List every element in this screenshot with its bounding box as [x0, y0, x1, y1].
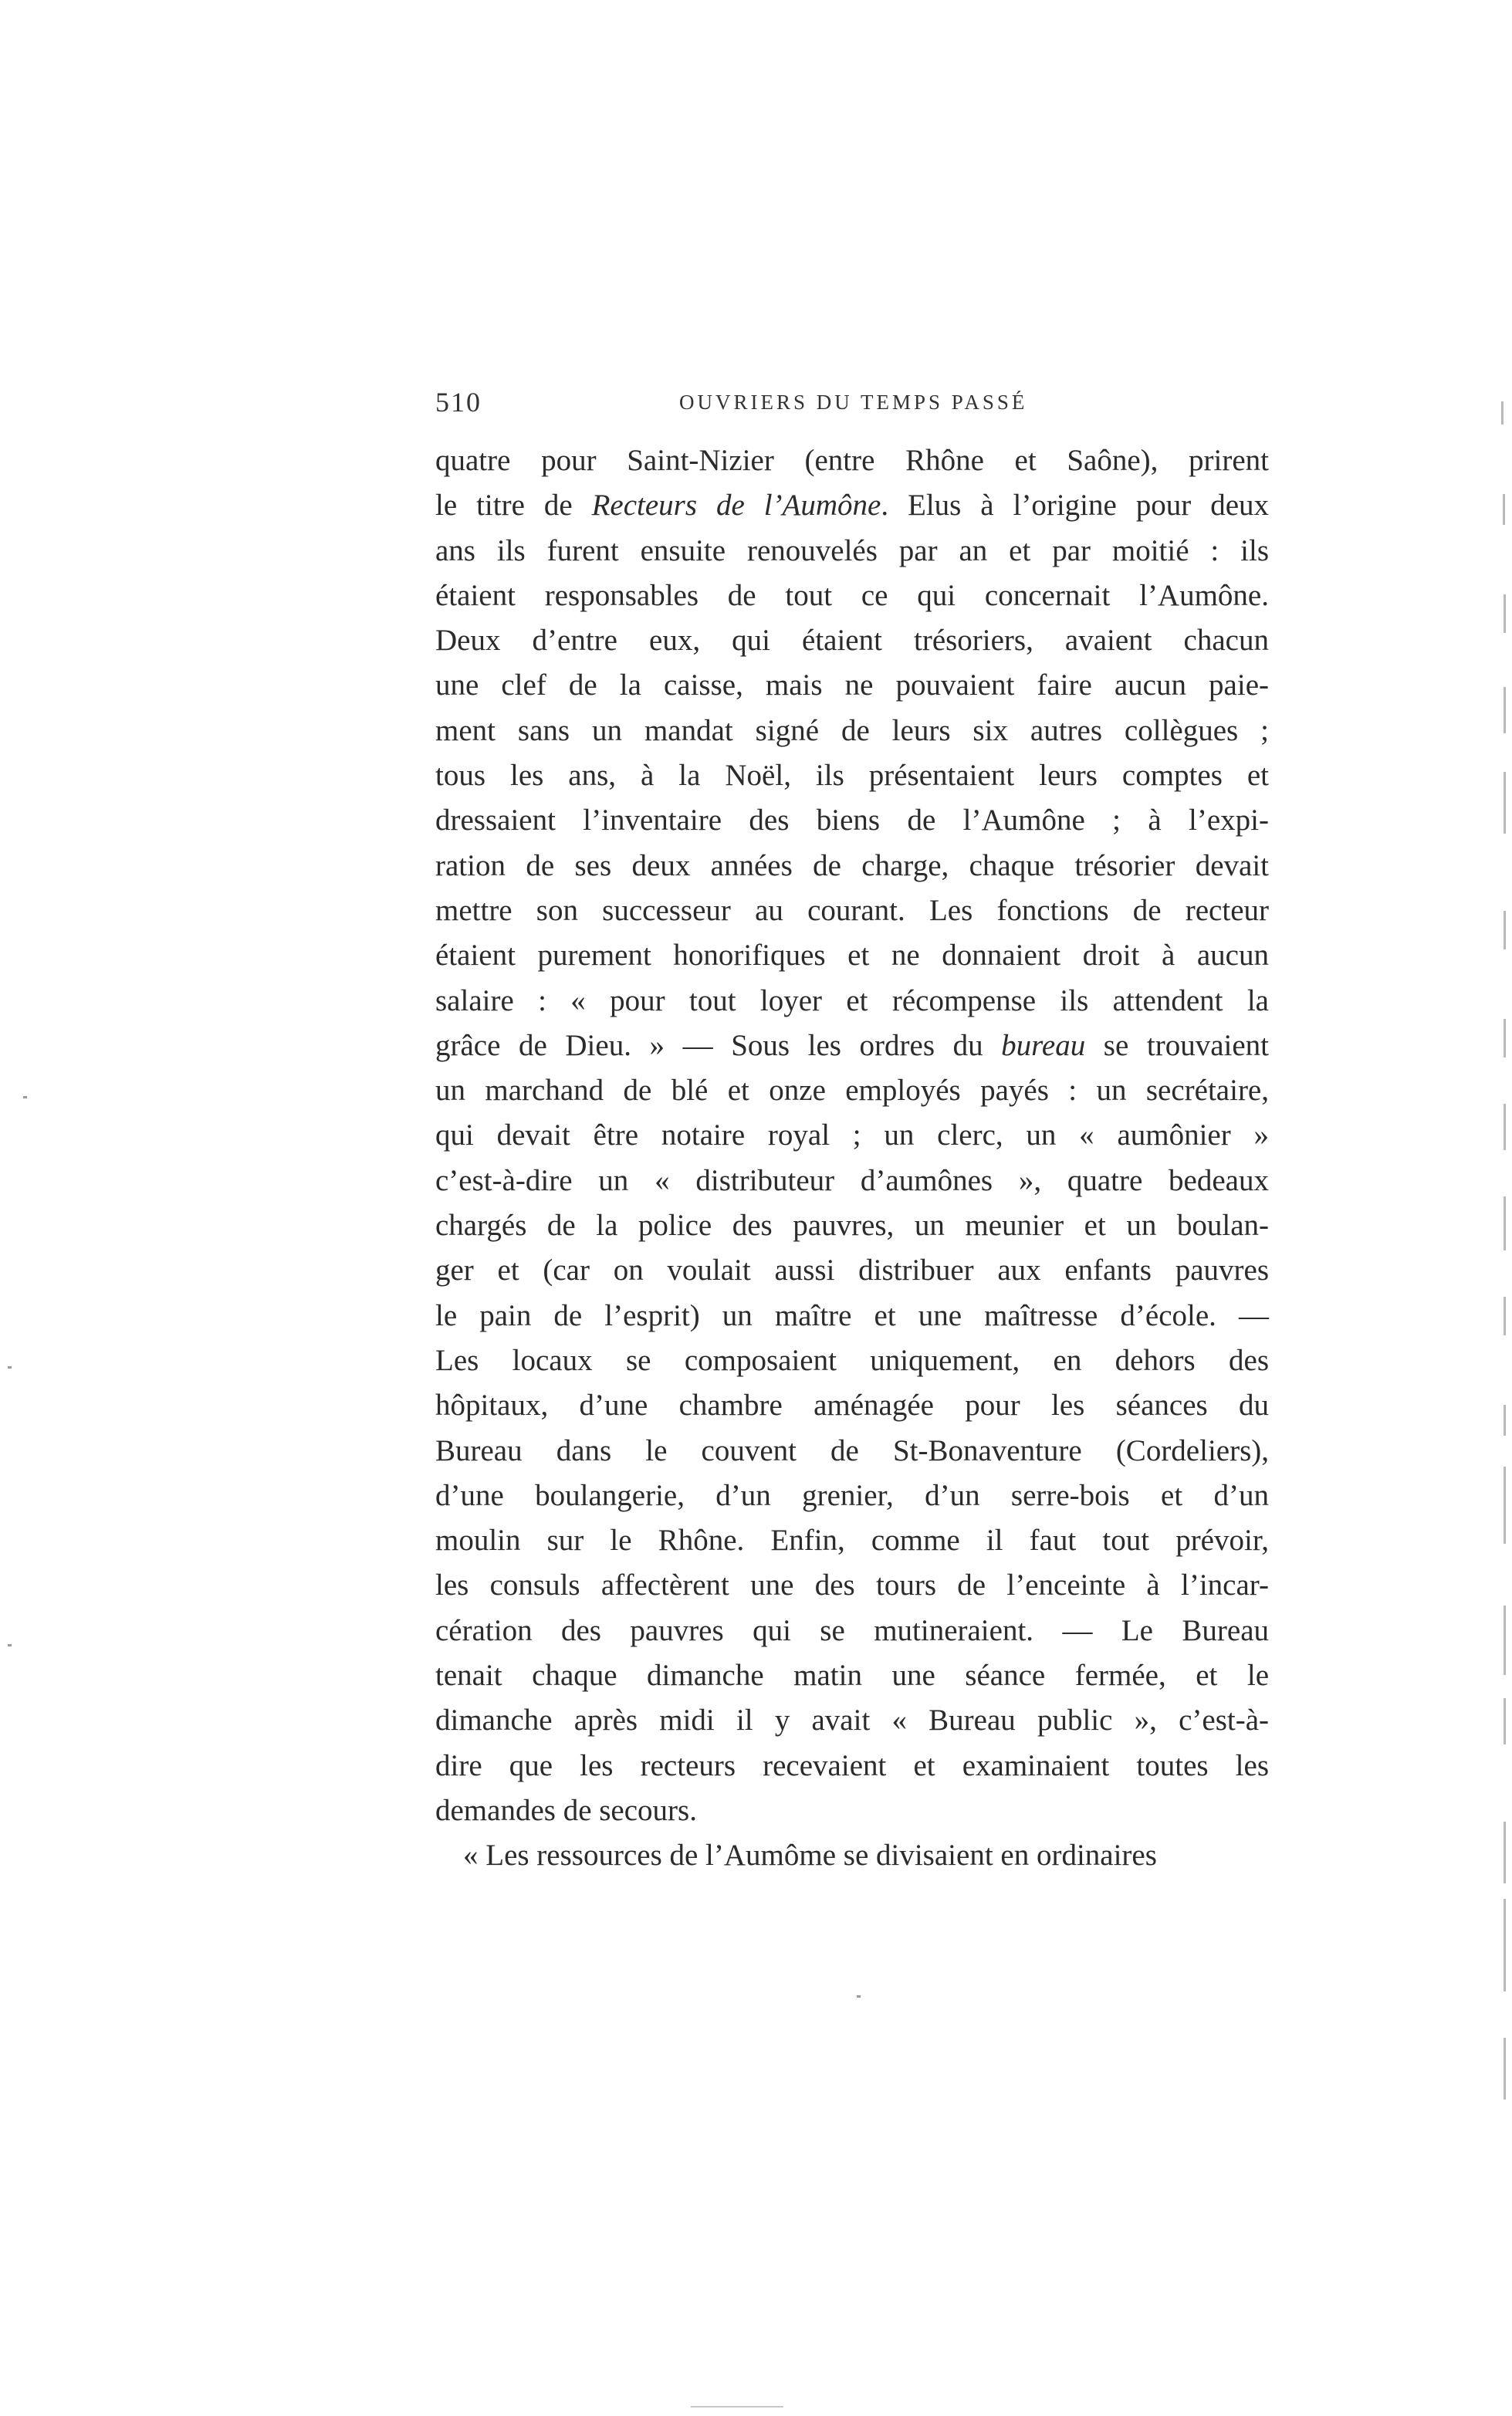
text-line: dressaient l’inventaire des biens de l’Aumône ; à l’expi- — [435, 804, 1269, 837]
text-line: Les locaux se composaient uniquement, en dehors des — [435, 1343, 1269, 1377]
text-line: c’est-à-dire un « distributeur d’aumônes », quatre bedeaux — [435, 1163, 1269, 1197]
text-line: quatre pour Saint-Nizier (entre Rhône et Saône), prirent — [435, 444, 1269, 477]
scan-artifact — [1504, 1606, 1506, 1675]
scan-artifact — [1504, 1196, 1506, 1250]
text-line-end: se trouvaient — [1085, 1028, 1269, 1062]
text-line-start: le titre de — [435, 489, 592, 523]
running-head — [435, 386, 1269, 425]
text-line — [435, 1024, 1269, 1068]
text-line: un marchand de blé et onze employés payés : un secrétaire, — [435, 1074, 1269, 1108]
text-line: Deux d’entre eux, qui étaient trésoriers, avaient chacun — [435, 624, 1269, 658]
text-line: ment sans un mandat signé de leurs six autres collègues ; — [435, 713, 1269, 747]
scan-artifact — [1504, 1899, 1506, 1991]
scan-artifact — [1504, 1822, 1506, 1883]
text-line: ration de ses deux années de charge, chaque trésorier devait — [435, 848, 1269, 882]
scan-artifact — [1504, 1405, 1506, 1436]
text-line: chargés de la police des pauvres, un meunier et un boulan- — [435, 1209, 1269, 1243]
scan-artifact — [1504, 911, 1506, 949]
scan-artifact — [1504, 687, 1506, 733]
body-text — [435, 438, 1269, 1879]
text-line: ger et (car on voulait aussi distribuer aux enfants pauvres — [435, 1254, 1269, 1288]
scan-artifact — [1504, 1698, 1506, 1744]
scan-artifact — [1504, 1467, 1506, 1544]
italic-word: bureau — [1001, 1028, 1086, 1062]
text-line-start: grâce de Dieu. » — Sous les ordres du — [435, 1028, 1002, 1062]
text-line-end: . Elus à l’origine pour deux — [881, 489, 1269, 523]
text-line: hôpitaux, d’une chambre aménagée pour les séances du — [435, 1389, 1269, 1423]
text-line — [435, 483, 1269, 528]
scan-artifact — [1504, 594, 1506, 633]
text-line: tous les ans, à la Noël, ils présentaient leurs comptes et — [435, 759, 1269, 793]
paragraph-start-line: « Les ressources de l’Aumôme se divisaient en ordinaires — [463, 1839, 1157, 1873]
scan-artifact — [1504, 2038, 1506, 2100]
text-line: tenait chaque dimanche matin une séance fermée, et le — [435, 1659, 1269, 1693]
page-number: 510 — [435, 387, 482, 418]
scan-artifact — [691, 2406, 783, 2408]
text-line: dimanche après midi il y avait « Bureau public », c’est-à- — [435, 1704, 1269, 1738]
scan-artifact — [1504, 1104, 1506, 1150]
text-line: cération des pauvres qui se mutineraient. — Le Bureau — [435, 1613, 1269, 1647]
scan-artifact — [1504, 1297, 1506, 1335]
scan-artifact — [1501, 401, 1504, 425]
text-line: étaient purement honorifiques et ne donnaient droit à aucun — [435, 939, 1269, 973]
text-line: mettre son successeur au courant. Les fonctions de recteur — [435, 893, 1269, 927]
scan-artifact — [8, 1644, 12, 1646]
scan-artifact — [857, 1995, 861, 1998]
text-line: dire que les recteurs recevaient et examinaient toutes les — [435, 1748, 1269, 1782]
text-line: qui devait être notaire royal ; un clerc, un « aumônier » — [435, 1118, 1269, 1152]
text-line: étaient responsables de tout ce qui concernait l’Aumône. — [435, 578, 1269, 612]
text-line: une clef de la caisse, mais ne pouvaient faire aucun paie- — [435, 668, 1269, 702]
text-line: demandes de secours. — [435, 1793, 697, 1827]
text-line: les consuls affectèrent une des tours de l’enceinte à l’incar- — [435, 1568, 1269, 1602]
scan-artifact — [23, 1096, 27, 1098]
italic-phrase: Recteurs de l’Aumône — [591, 489, 881, 523]
scan-artifact — [1503, 494, 1505, 525]
scan-artifact — [1504, 1019, 1506, 1057]
running-title: OUVRIERS DU TEMPS PASSÉ — [679, 391, 1028, 414]
text-line: d’une boulangerie, d’un grenier, d’un serre-bois et d’un — [435, 1478, 1269, 1512]
text-line: salaire : « pour tout loyer et récompense ils attendent la — [435, 983, 1269, 1017]
text-line: Bureau dans le couvent de St-Bonaventure (Cordeliers), — [435, 1433, 1269, 1467]
text-line: ans ils furent ensuite renouvelés par an et par moitié : ils — [435, 533, 1269, 567]
scan-artifact — [8, 1366, 12, 1369]
text-line: moulin sur le Rhône. Enfin, comme il faut tout prévoir, — [435, 1524, 1269, 1558]
scan-artifact — [1504, 772, 1506, 834]
text-line: le pain de l’esprit) un maître et une maîtresse d’école. — — [435, 1298, 1269, 1332]
